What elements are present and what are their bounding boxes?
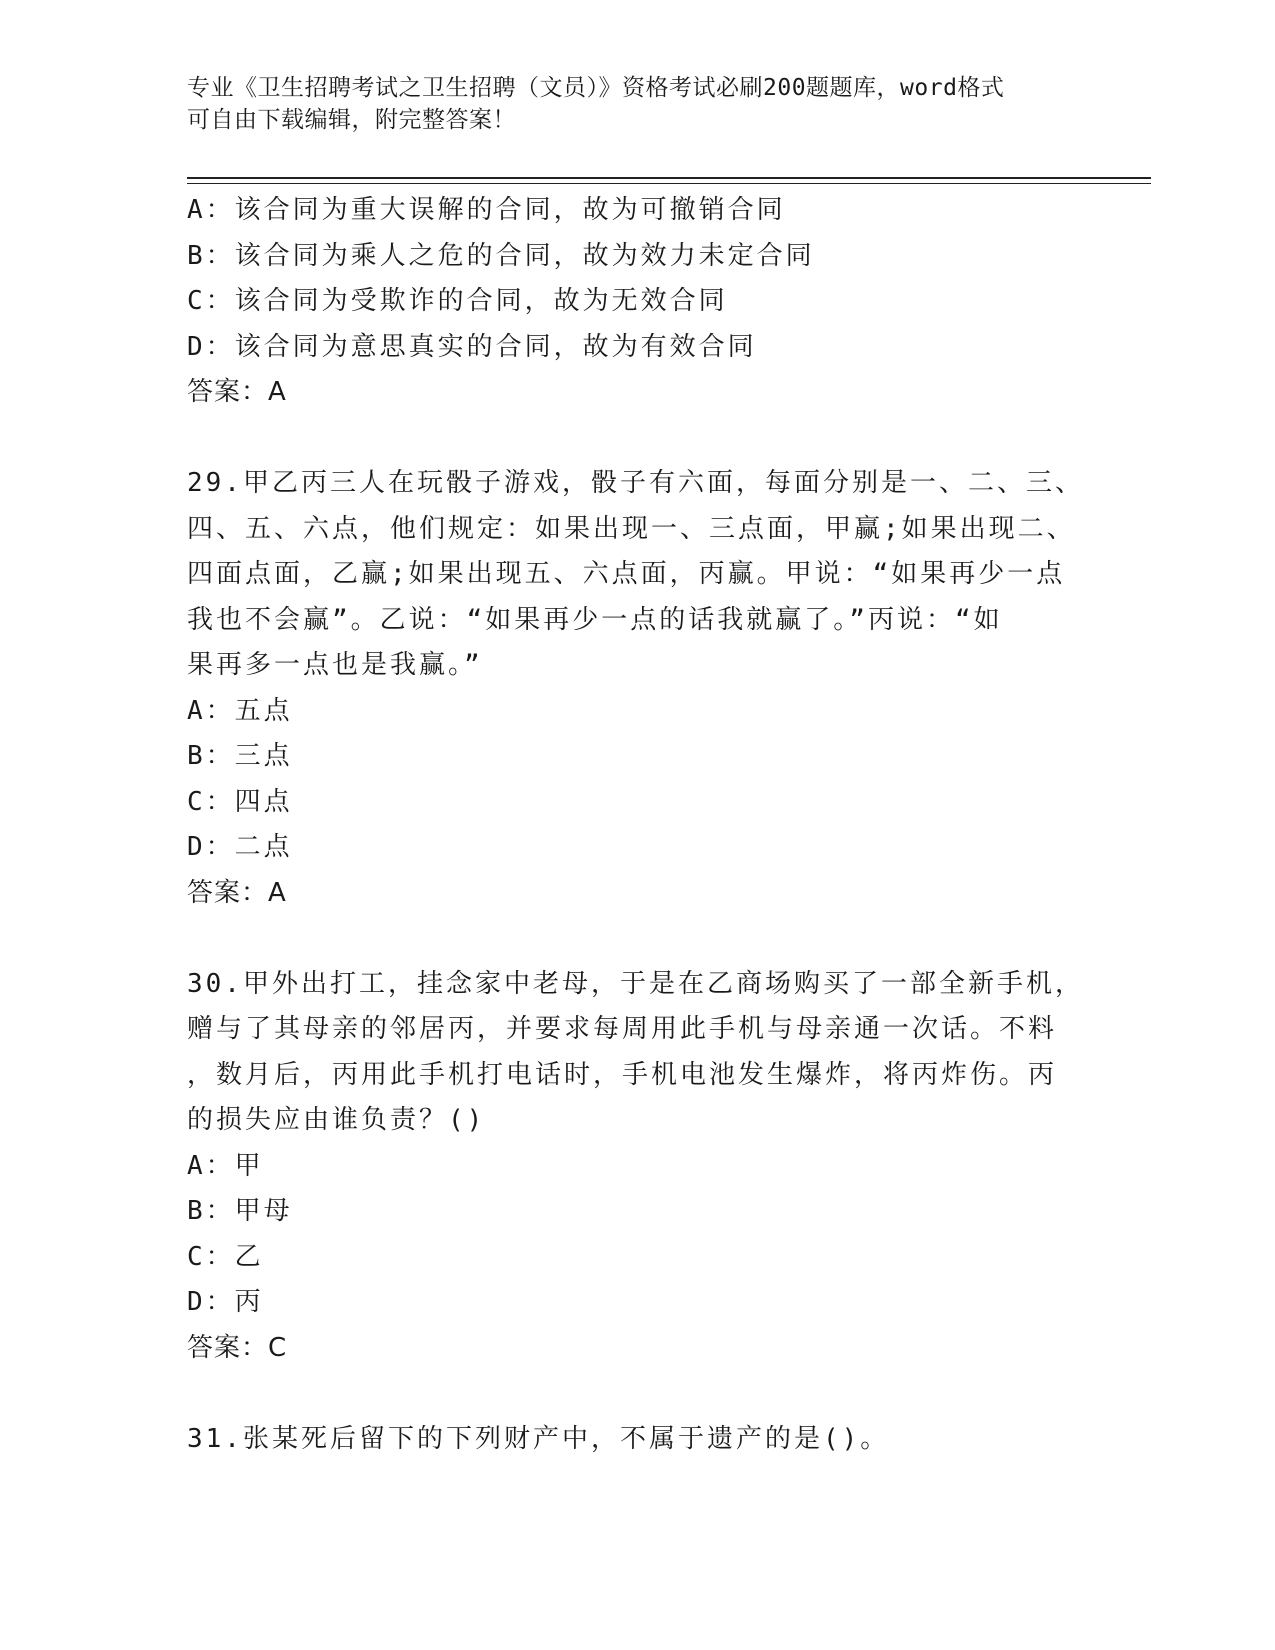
question-28 — [187, 188, 1067, 416]
answer: 答案：A — [187, 377, 287, 407]
option-c: C：该合同为受欺诈的合同，故为无效合同 — [187, 286, 728, 316]
question-29 — [187, 461, 1084, 916]
question-text-line: 31.张某死后留下的下列财产中，不属于遗产的是()。 — [187, 1423, 890, 1454]
spacer — [187, 416, 1067, 462]
question-text-line: 果再多一点也是我赢。” — [187, 650, 483, 680]
question-text-line: 四、五、六点，他们规定：如果出现一、三点面，甲赢;如果出现二、 — [187, 513, 1076, 544]
header-rule-thin — [187, 183, 1151, 184]
option-b: B：甲母 — [187, 1196, 293, 1226]
question-text-line: ，数月后，丙用此手机打电话时，手机电池发生爆炸，将丙炸伤。丙 — [187, 1059, 1058, 1090]
question-text-line: 的损失应由谁负责？() — [187, 1105, 486, 1135]
option-d: D：该合同为意思真实的合同，故为有效合同 — [187, 331, 757, 362]
option-d: D：二点 — [187, 832, 293, 862]
option-a: A：甲 — [187, 1150, 264, 1181]
question-text-line: 四面点面，乙赢;如果出现五、六点面，丙赢。甲说：“如果再少一点 — [187, 559, 1066, 589]
option-b: B：三点 — [187, 741, 293, 771]
header-line-2: 可自由下载编辑，附完整答案！ — [187, 107, 516, 133]
question-text-line: 29.甲乙丙三人在玩骰子游戏，骰子有六面，每面分别是一、二、三、 — [187, 468, 1084, 498]
question-text-line: 赠与了其母亲的邻居丙，并要求每周用此手机与母亲通一次话。不料 — [187, 1014, 1058, 1044]
question-list — [187, 188, 1084, 1462]
option-d: D：丙 — [187, 1287, 264, 1317]
question-text-line: 30.甲外出打工，挂念家中老母，于是在乙商场购买了一部全新手机， — [187, 968, 1084, 999]
option-c: C：四点 — [187, 786, 293, 817]
answer: 答案：C — [187, 1332, 288, 1363]
question-text-line: 我也不会赢”。乙说：“如果再少一点的话我就赢了。”丙说：“如 — [187, 604, 1003, 635]
question-30 — [187, 962, 1084, 1372]
document-header — [187, 72, 1067, 136]
header-rule-thick — [187, 177, 1151, 179]
spacer — [187, 1371, 1067, 1417]
spacer — [187, 916, 1067, 962]
option-a: A：该合同为重大误解的合同，故为可撤销合同 — [187, 195, 786, 225]
option-b: B：该合同为乘人之危的合同，故为效力未定合同 — [187, 240, 815, 271]
option-c: C：乙 — [187, 1241, 264, 1272]
header-line-1: 专业《卫生招聘考试之卫生招聘（文员）》资格考试必刷200题题库，word格式 — [187, 75, 1005, 101]
question-31 — [187, 1417, 1067, 1463]
option-a: A：五点 — [187, 695, 293, 726]
answer: 答案：A — [187, 877, 287, 908]
